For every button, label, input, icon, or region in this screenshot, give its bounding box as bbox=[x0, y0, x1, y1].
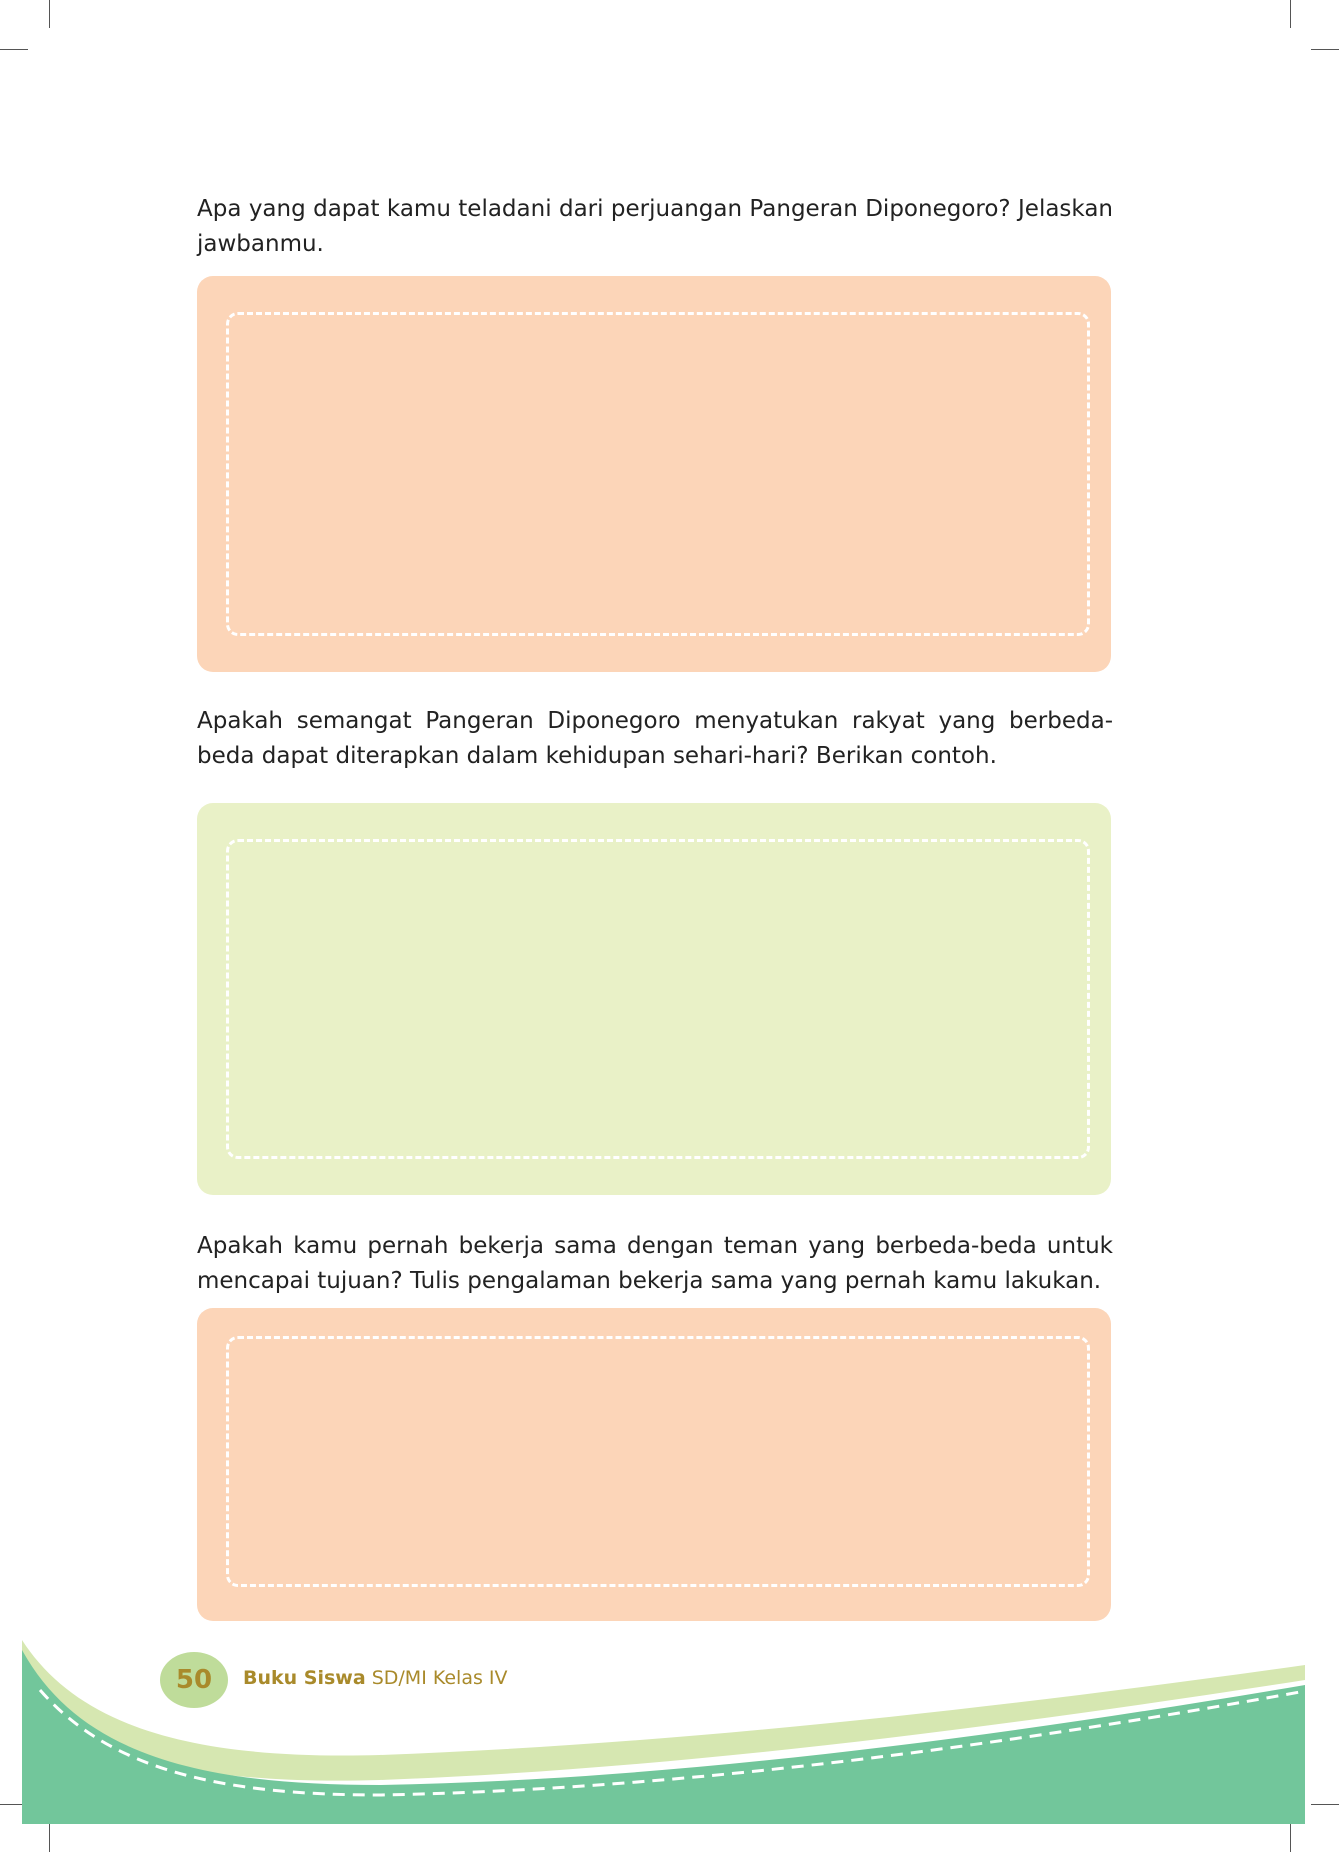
crop-mark-top-left bbox=[49, 0, 50, 28]
answer-box-3-dashed-border bbox=[226, 1336, 1090, 1587]
answer-box-3[interactable] bbox=[197, 1308, 1111, 1621]
footer-book-title-rest: SD/MI Kelas IV bbox=[371, 1667, 508, 1689]
page-number: 50 bbox=[175, 1665, 213, 1695]
question-3-text: Apakah kamu pernah bekerja sama dengan teman yang berbeda-beda untuk mencapai tujuan? Tulis pengalaman bekerja sama yang pernah kamu lakukan. bbox=[197, 1233, 1113, 1294]
question-1-text: Apa yang dapat kamu teladani dari perjuangan Pangeran Diponegoro? Jelaskan jawbanmu. bbox=[197, 196, 1113, 257]
page-number-badge bbox=[160, 1652, 228, 1708]
crop-mark-top-right bbox=[1290, 0, 1291, 28]
crop-mark-top-left-horizontal bbox=[0, 49, 28, 50]
footer-book-title-bold: Buku Siswa bbox=[243, 1667, 366, 1689]
answer-box-2[interactable] bbox=[197, 803, 1111, 1195]
answer-box-1-dashed-border bbox=[226, 312, 1090, 636]
footer-book-title bbox=[243, 1667, 508, 1689]
question-2-text: Apakah semangat Pangeran Diponegoro menyatukan rakyat yang berbeda-beda dapat diterapkan dalam kehidupan sehari-hari? Berikan contoh. bbox=[197, 708, 1113, 769]
crop-mark-top-right-horizontal bbox=[1311, 49, 1339, 50]
answer-box-1[interactable] bbox=[197, 276, 1111, 672]
answer-box-2-dashed-border bbox=[226, 839, 1090, 1159]
